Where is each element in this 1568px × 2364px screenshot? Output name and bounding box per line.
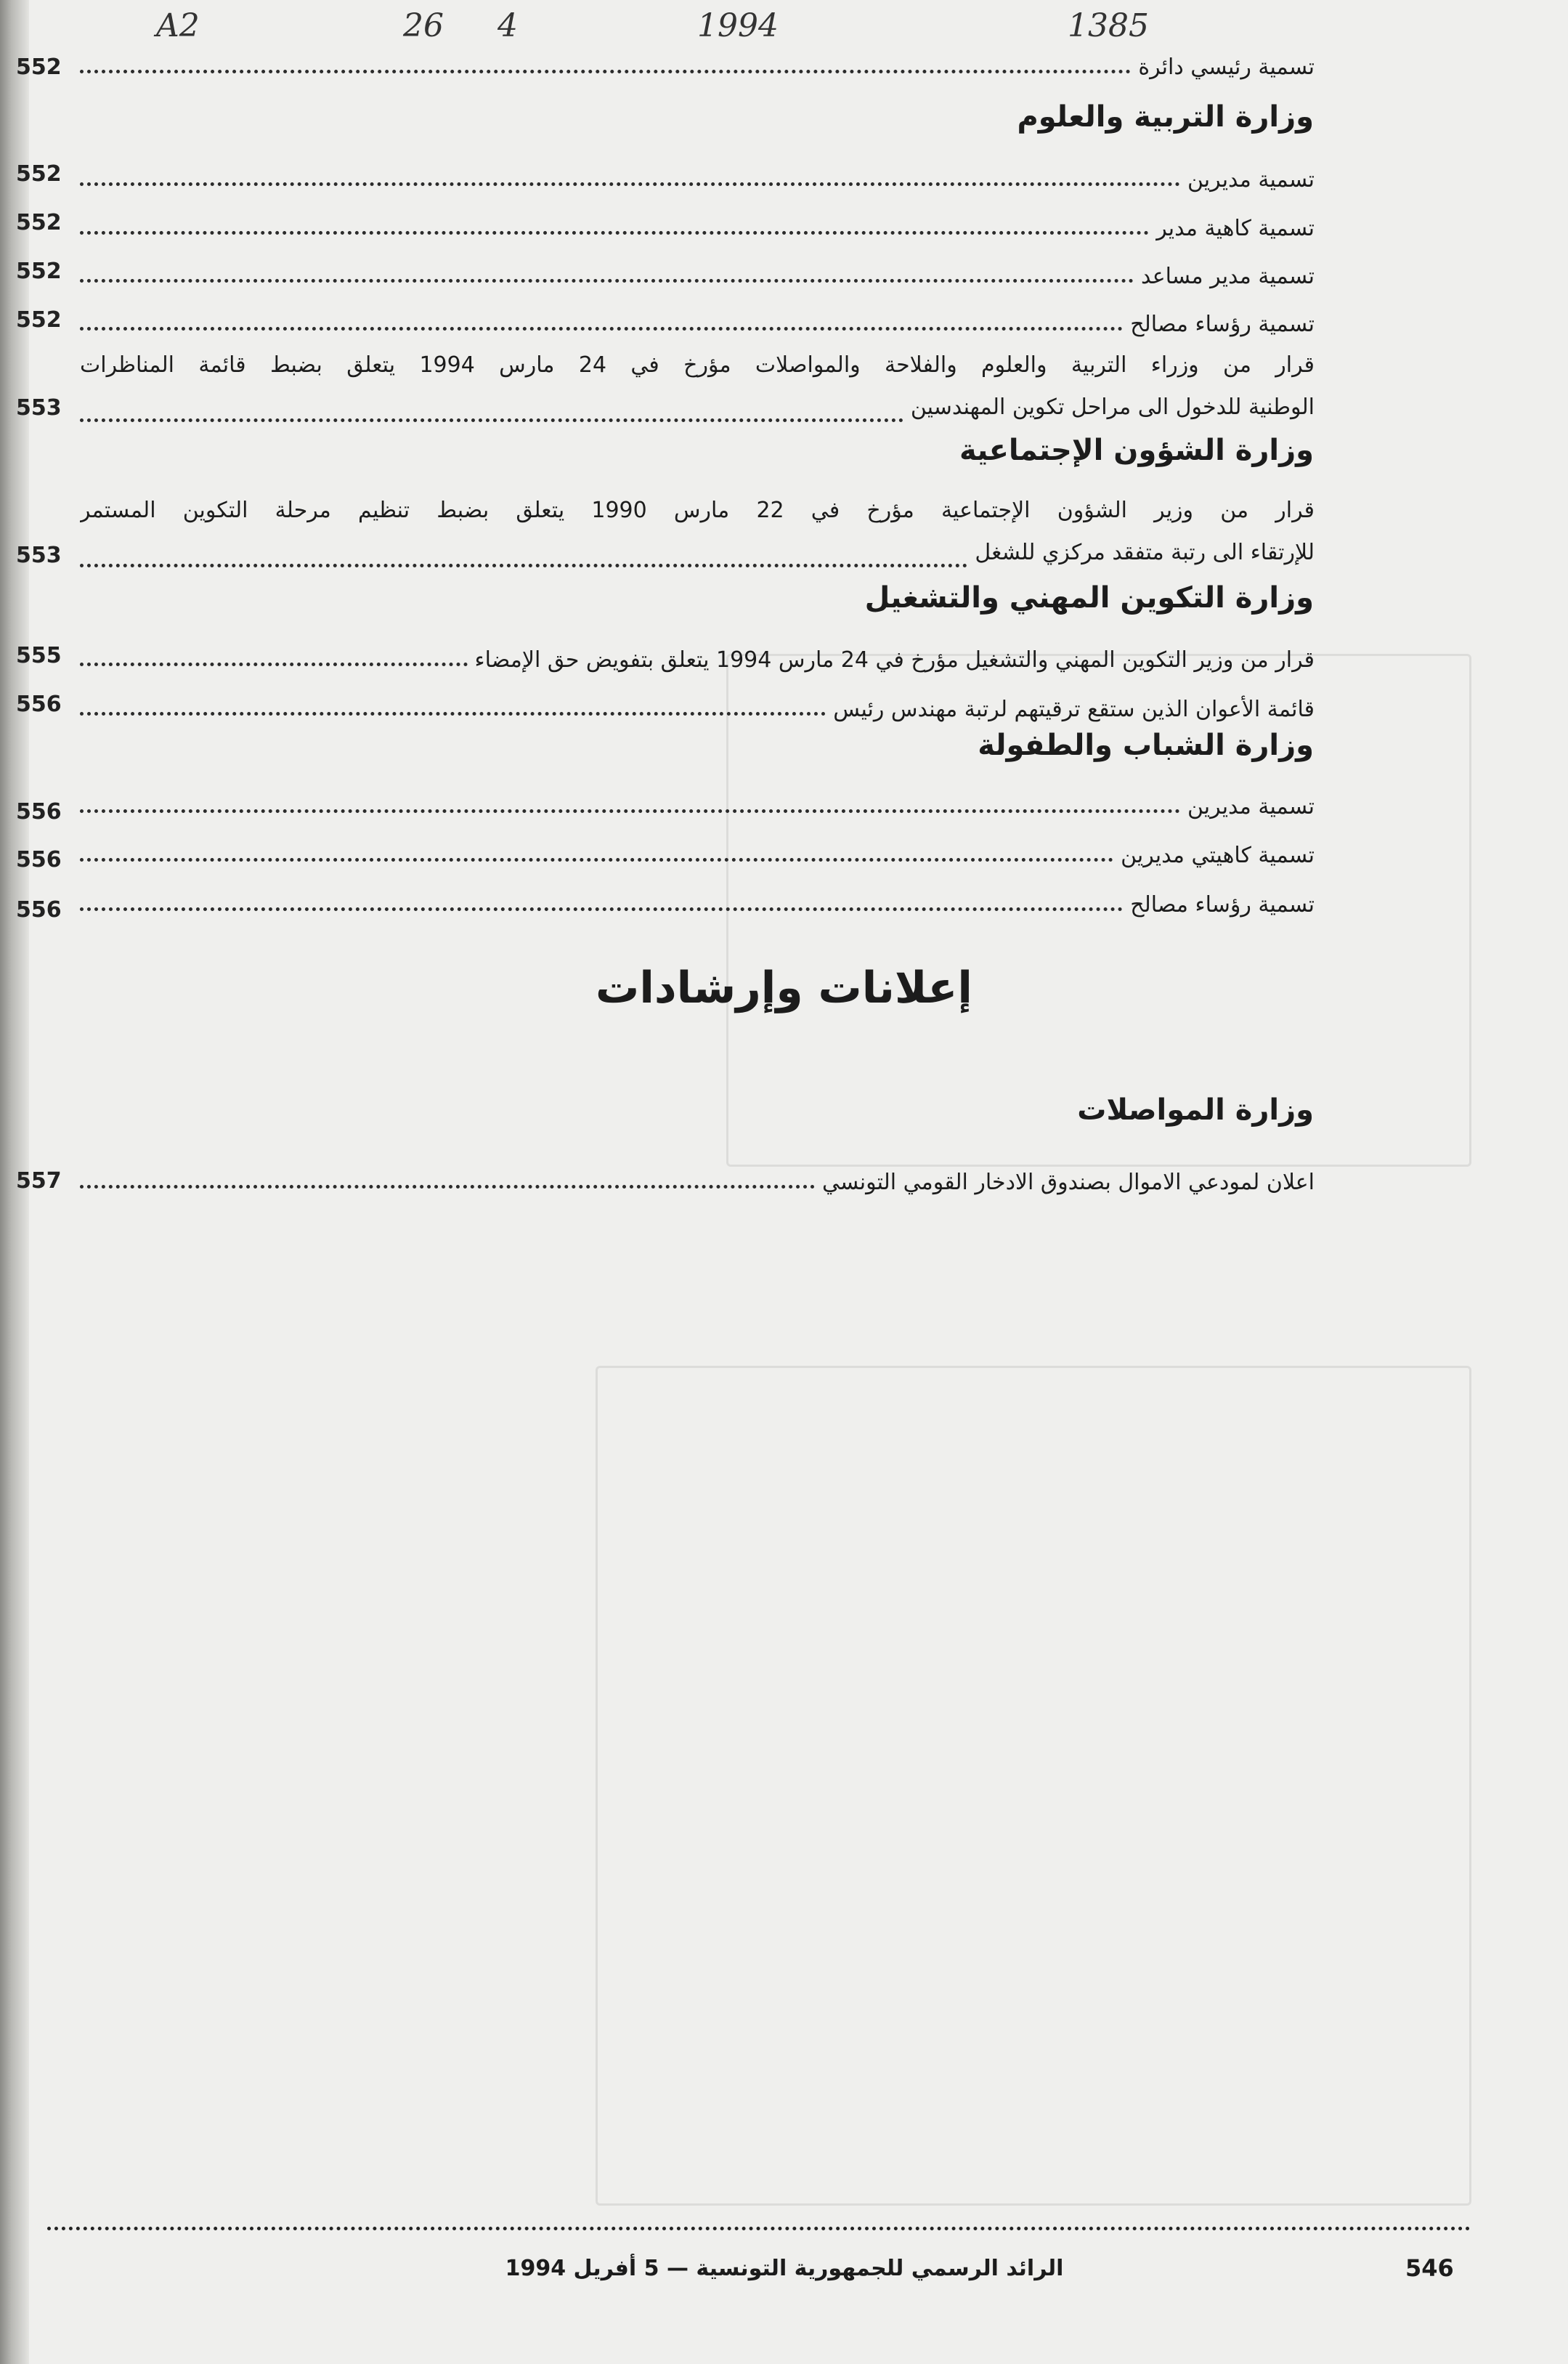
toc-entry — [80, 149, 1315, 193]
toc-entry-label: قرار من وزير التكوين المهني والتشغيل مؤرخ في 24 مارس 1994 يتعلق بتفويض حق الإمضاء — [474, 647, 1315, 673]
toc-entry — [80, 246, 1315, 289]
handwritten-number: 1385 — [1068, 7, 1149, 44]
paragraph-line: الوطنية للدخول الى مراحل تكوين المهندسين — [910, 394, 1315, 420]
dot-leader — [80, 279, 1134, 283]
toc-page-number: 553 — [16, 395, 62, 421]
dot-leader — [80, 907, 1123, 911]
toc-page-number: 552 — [16, 307, 62, 333]
toc-page-number: 555 — [16, 643, 62, 668]
footer-page-number: 546 — [1405, 2254, 1454, 2282]
toc-page-number: 552 — [16, 210, 62, 235]
dot-leader — [80, 70, 1131, 73]
paragraph-line-with-leader — [80, 386, 1315, 429]
footer-gazette-title: الرائد الرسمي للجمهورية التونسية — 5 أفريل 1994 — [505, 2256, 1064, 2281]
toc-page-number: 552 — [16, 259, 62, 284]
paragraph-line: قرار من وزراء التربية والعلوم والفلاحة والمواصلات مؤرخ في 24 مارس 1994 يتعلق بضبط قائمة المناظرات — [80, 352, 1315, 378]
toc-entry — [80, 776, 1315, 819]
section-heading: وزارة الشؤون الإجتماعية — [959, 434, 1314, 467]
toc-entry — [80, 198, 1315, 241]
toc-page-number: 553 — [16, 543, 62, 568]
toc-page-number: 556 — [16, 692, 62, 717]
toc-page-number: 557 — [16, 1168, 62, 1194]
toc-entry-label: تسمية كاهيتي مديرين — [1121, 843, 1315, 868]
toc-page-number: 556 — [16, 799, 62, 825]
dot-leader — [80, 663, 468, 666]
toc-entry — [80, 679, 1315, 722]
handwritten-day: 26 — [403, 7, 444, 44]
toc-paragraph-entry — [80, 344, 1315, 429]
dot-leader — [80, 182, 1180, 186]
toc-entry — [80, 874, 1315, 918]
handwritten-code: A2 — [156, 7, 200, 44]
section-heading: وزارة التربية والعلوم — [1017, 100, 1314, 134]
toc-entry-label: تسمية مدير مساعد — [1140, 264, 1315, 289]
toc-entry-label: قائمة الأعوان الذين ستقع ترقيتهم لرتبة مهندس رئيس — [833, 697, 1315, 722]
toc-page-number: 552 — [16, 54, 62, 80]
paragraph-line: قرار من وزير الشؤون الإجتماعية مؤرخ في 22 مارس 1990 يتعلق بضبط تنظيم مرحلة التكوين المستمر — [80, 498, 1315, 523]
dot-leader — [80, 564, 967, 567]
toc-page-number: 552 — [16, 161, 62, 187]
handwritten-month: 4 — [497, 7, 518, 44]
toc-entry-label: تسمية رؤساء مصالح — [1130, 892, 1315, 918]
dot-leader — [80, 231, 1149, 235]
handwritten-year: 1994 — [697, 7, 779, 44]
dot-leader — [80, 809, 1180, 813]
toc-entry — [80, 629, 1315, 673]
toc-page-number: 556 — [16, 897, 62, 923]
paragraph-line: للإرتقاء الى رتبة متفقد مركزي للشغل — [975, 540, 1315, 565]
dot-leader — [80, 858, 1113, 862]
toc-entry — [80, 294, 1315, 337]
toc-entry-label: تسمية رئيسي دائرة — [1138, 54, 1315, 80]
section-heading: وزارة التكوين المهني والتشغيل — [864, 581, 1314, 615]
dot-leader — [80, 712, 826, 716]
bleed-through-frame-lower — [596, 1366, 1471, 2206]
announcements-title: إعلانات وإرشادات — [596, 963, 972, 1013]
toc-page-number: 556 — [16, 847, 62, 873]
toc-entry-label: تسمية كاهية مدير — [1156, 216, 1315, 241]
toc-entry-label: تسمية مديرين — [1187, 794, 1315, 819]
toc-entry-label: تسمية مديرين — [1187, 167, 1315, 193]
toc-entry-label: تسمية رؤساء مصالح — [1130, 312, 1315, 337]
toc-paragraph-entry — [80, 490, 1315, 574]
paragraph-line-with-leader — [80, 532, 1315, 574]
section-heading: وزارة المواصلات — [1077, 1093, 1314, 1127]
toc-entry — [80, 1151, 1315, 1195]
toc-entry — [80, 36, 1315, 80]
toc-entry — [80, 825, 1315, 868]
footer-divider — [47, 2227, 1471, 2230]
section-heading: وزارة الشباب والطفولة — [978, 729, 1314, 762]
dot-leader — [80, 418, 903, 422]
dot-leader — [80, 1185, 815, 1189]
dot-leader — [80, 327, 1123, 331]
toc-entry-label: اعلان لمودعي الاموال بصندوق الادخار القومي التونسي — [821, 1170, 1315, 1195]
